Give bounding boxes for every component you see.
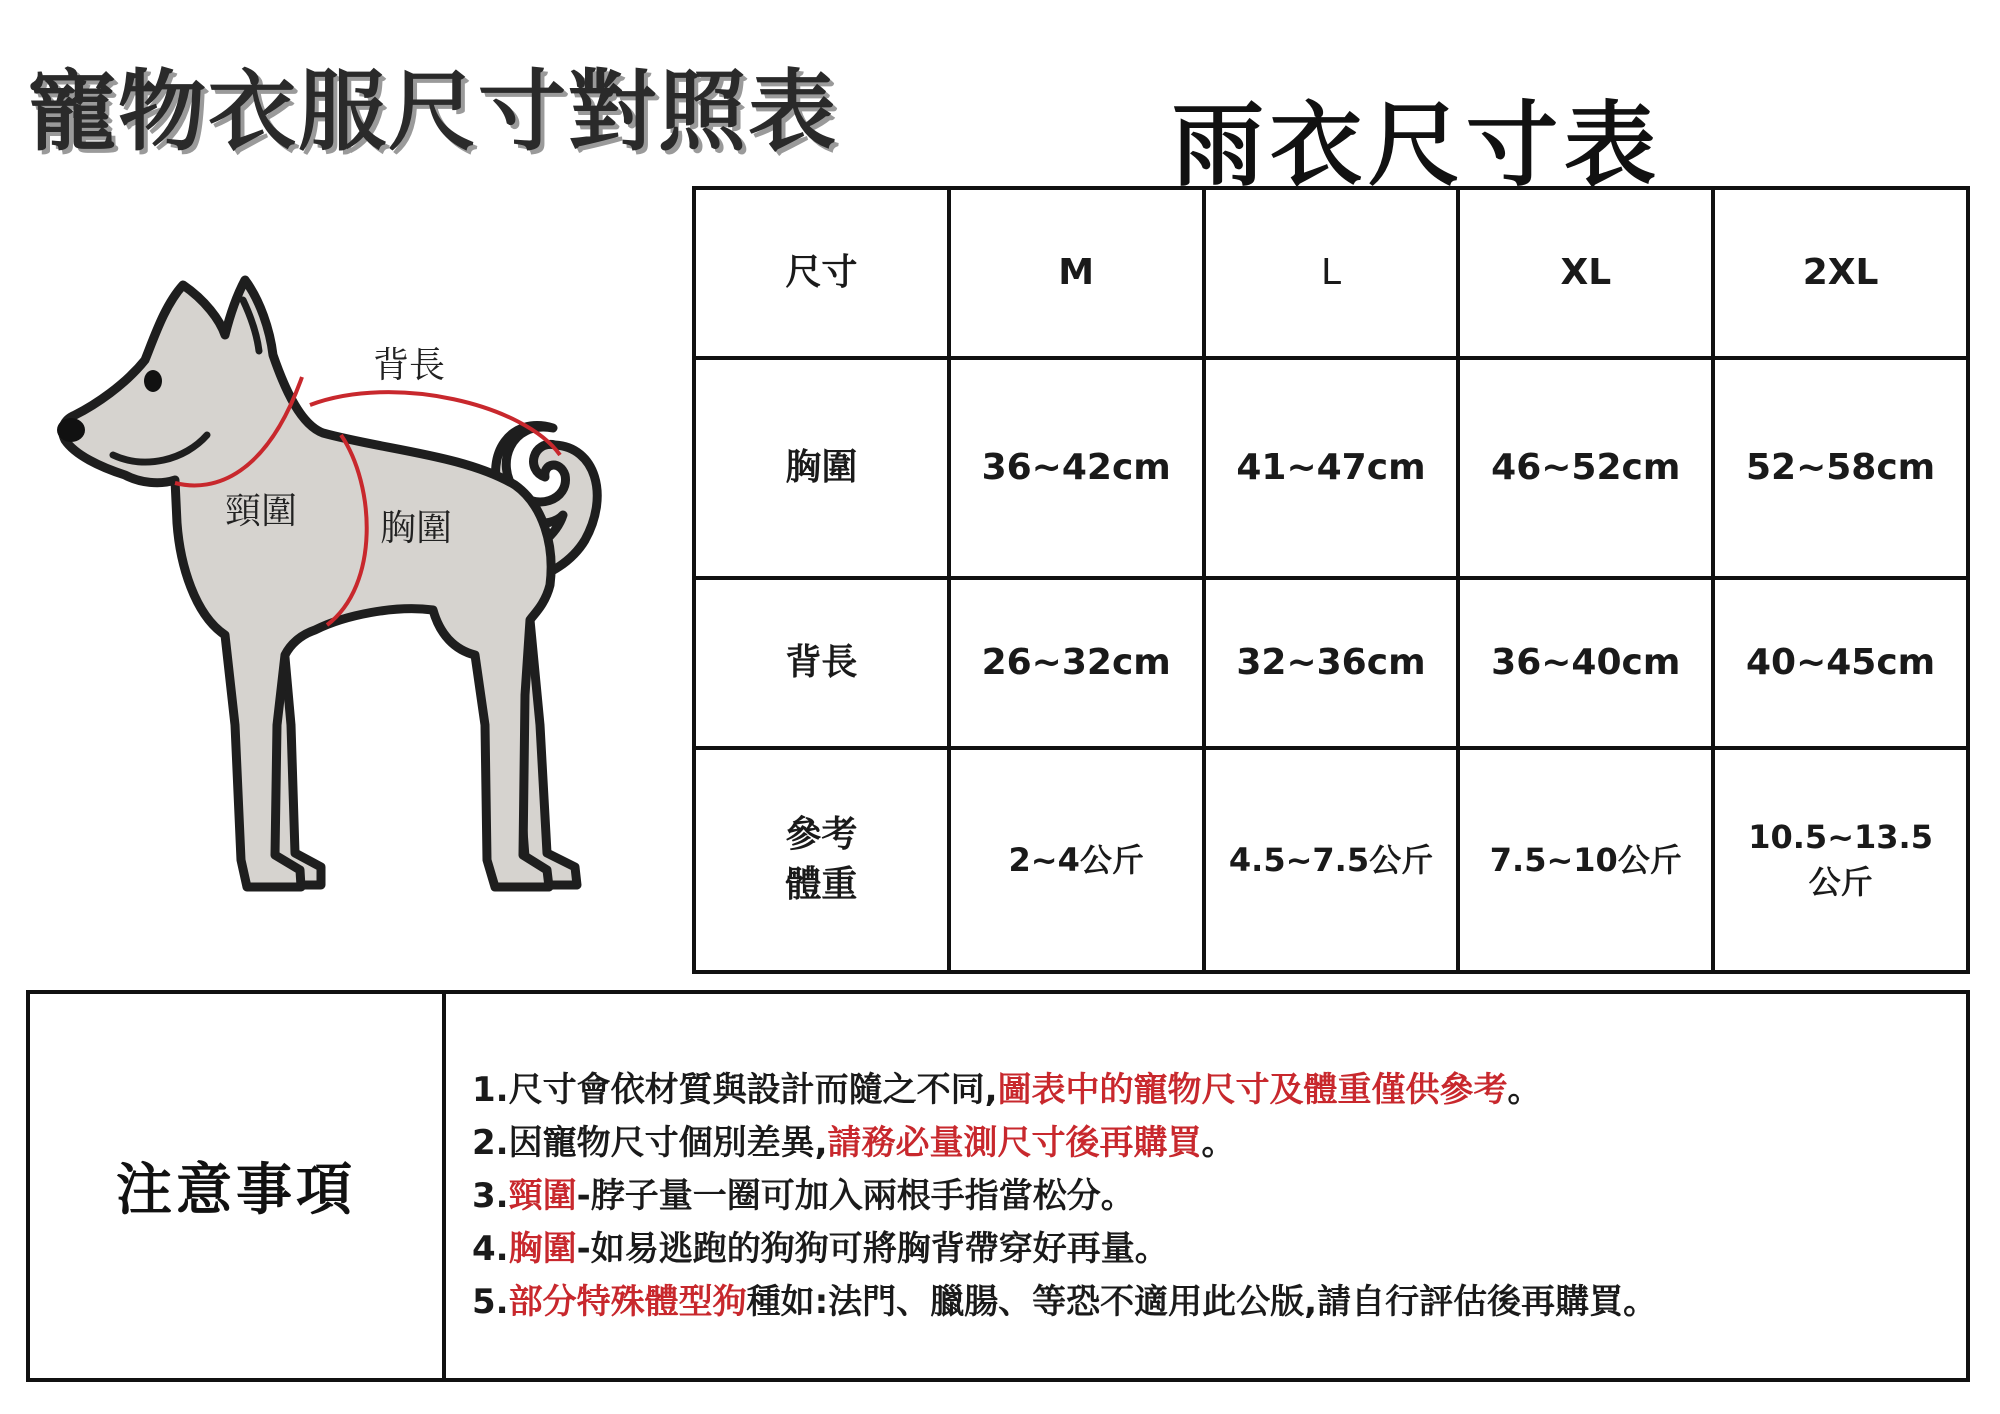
note-highlight: 頸圍 bbox=[508, 1176, 577, 1216]
note-item bbox=[472, 1117, 1966, 1170]
table-header-row bbox=[694, 188, 1968, 358]
table-cell: 7.5~10公斤 bbox=[1458, 748, 1713, 972]
weight-2xl-line1: 10.5~13.5 bbox=[1748, 818, 1933, 857]
table-cell: 52~58cm bbox=[1713, 358, 1968, 578]
header-cell-m: M bbox=[949, 188, 1204, 358]
note-item bbox=[472, 1223, 1966, 1276]
header-cell-2xl: 2XL bbox=[1713, 188, 1968, 358]
notes-list bbox=[446, 994, 1966, 1378]
table-cell bbox=[1713, 748, 1968, 972]
table-cell: 40~45cm bbox=[1713, 578, 1968, 748]
neck-label: 頸圍 bbox=[225, 491, 298, 532]
table-row-chest bbox=[694, 358, 1968, 578]
table-row-back bbox=[694, 578, 1968, 748]
header-cell-l: L bbox=[1204, 188, 1459, 358]
note-text: 種如:法門、臘腸、等恐不適用此公版,請自行評估後再購買。 bbox=[746, 1282, 1658, 1322]
note-text: -如易逃跑的狗狗可將胸背帶穿好再量。 bbox=[576, 1229, 1169, 1269]
raincoat-size-title: 雨衣尺寸表 bbox=[1172, 92, 1663, 199]
note-text: 尺寸會依材質與設計而隨之不同, bbox=[508, 1070, 998, 1110]
table-cell: 36~40cm bbox=[1458, 578, 1713, 748]
table-cell: 4.5~7.5公斤 bbox=[1204, 748, 1459, 972]
row-label-back: 背長 bbox=[694, 578, 949, 748]
table-cell: 2~4公斤 bbox=[949, 748, 1204, 972]
note-highlight: 胸圍 bbox=[508, 1229, 577, 1269]
size-table bbox=[692, 186, 1970, 974]
header-cell-xl: XL bbox=[1458, 188, 1713, 358]
row-label-weight-line1: 參考 bbox=[785, 813, 858, 855]
note-text: 。 bbox=[1201, 1123, 1236, 1163]
note-number: 1. bbox=[472, 1070, 509, 1110]
note-item bbox=[472, 1064, 1966, 1117]
note-highlight: 請務必量測尺寸後再購買 bbox=[827, 1123, 1202, 1163]
notes-box bbox=[26, 990, 1970, 1382]
note-text: -脖子量一圈可加入兩根手指當松分。 bbox=[576, 1176, 1135, 1216]
table-cell: 32~36cm bbox=[1204, 578, 1459, 748]
note-text: 。 bbox=[1507, 1070, 1542, 1110]
notes-title: 注意事項 bbox=[30, 994, 446, 1378]
table-cell: 36~42cm bbox=[949, 358, 1204, 578]
note-number: 2. bbox=[472, 1123, 509, 1163]
table-cell: 26~32cm bbox=[949, 578, 1204, 748]
note-highlight: 部分特殊體型狗 bbox=[508, 1282, 747, 1322]
note-highlight: 圖表中的寵物尺寸及體重僅供參考 bbox=[997, 1070, 1508, 1110]
header-cell-size: 尺寸 bbox=[694, 188, 949, 358]
dog-measurement-diagram bbox=[55, 255, 655, 905]
weight-2xl-line2: 公斤 bbox=[1808, 863, 1873, 901]
row-label-weight bbox=[694, 748, 949, 972]
row-label-weight-line2: 體重 bbox=[785, 864, 858, 905]
note-text: 因寵物尺寸個別差異, bbox=[508, 1123, 828, 1163]
row-label-chest: 胸圍 bbox=[694, 358, 949, 578]
note-number: 5. bbox=[472, 1282, 509, 1322]
note-number: 3. bbox=[472, 1176, 509, 1216]
note-item bbox=[472, 1276, 1966, 1329]
note-item bbox=[472, 1170, 1966, 1223]
table-row-weight bbox=[694, 748, 1968, 972]
chest-label: 胸圍 bbox=[380, 508, 453, 549]
back-length-label: 背長 bbox=[373, 345, 446, 386]
table-cell: 41~47cm bbox=[1204, 358, 1459, 578]
page-title: 寵物衣服尺寸對照表 bbox=[28, 60, 839, 163]
note-number: 4. bbox=[472, 1229, 509, 1269]
dog-icon bbox=[55, 255, 655, 905]
table-cell: 46~52cm bbox=[1458, 358, 1713, 578]
